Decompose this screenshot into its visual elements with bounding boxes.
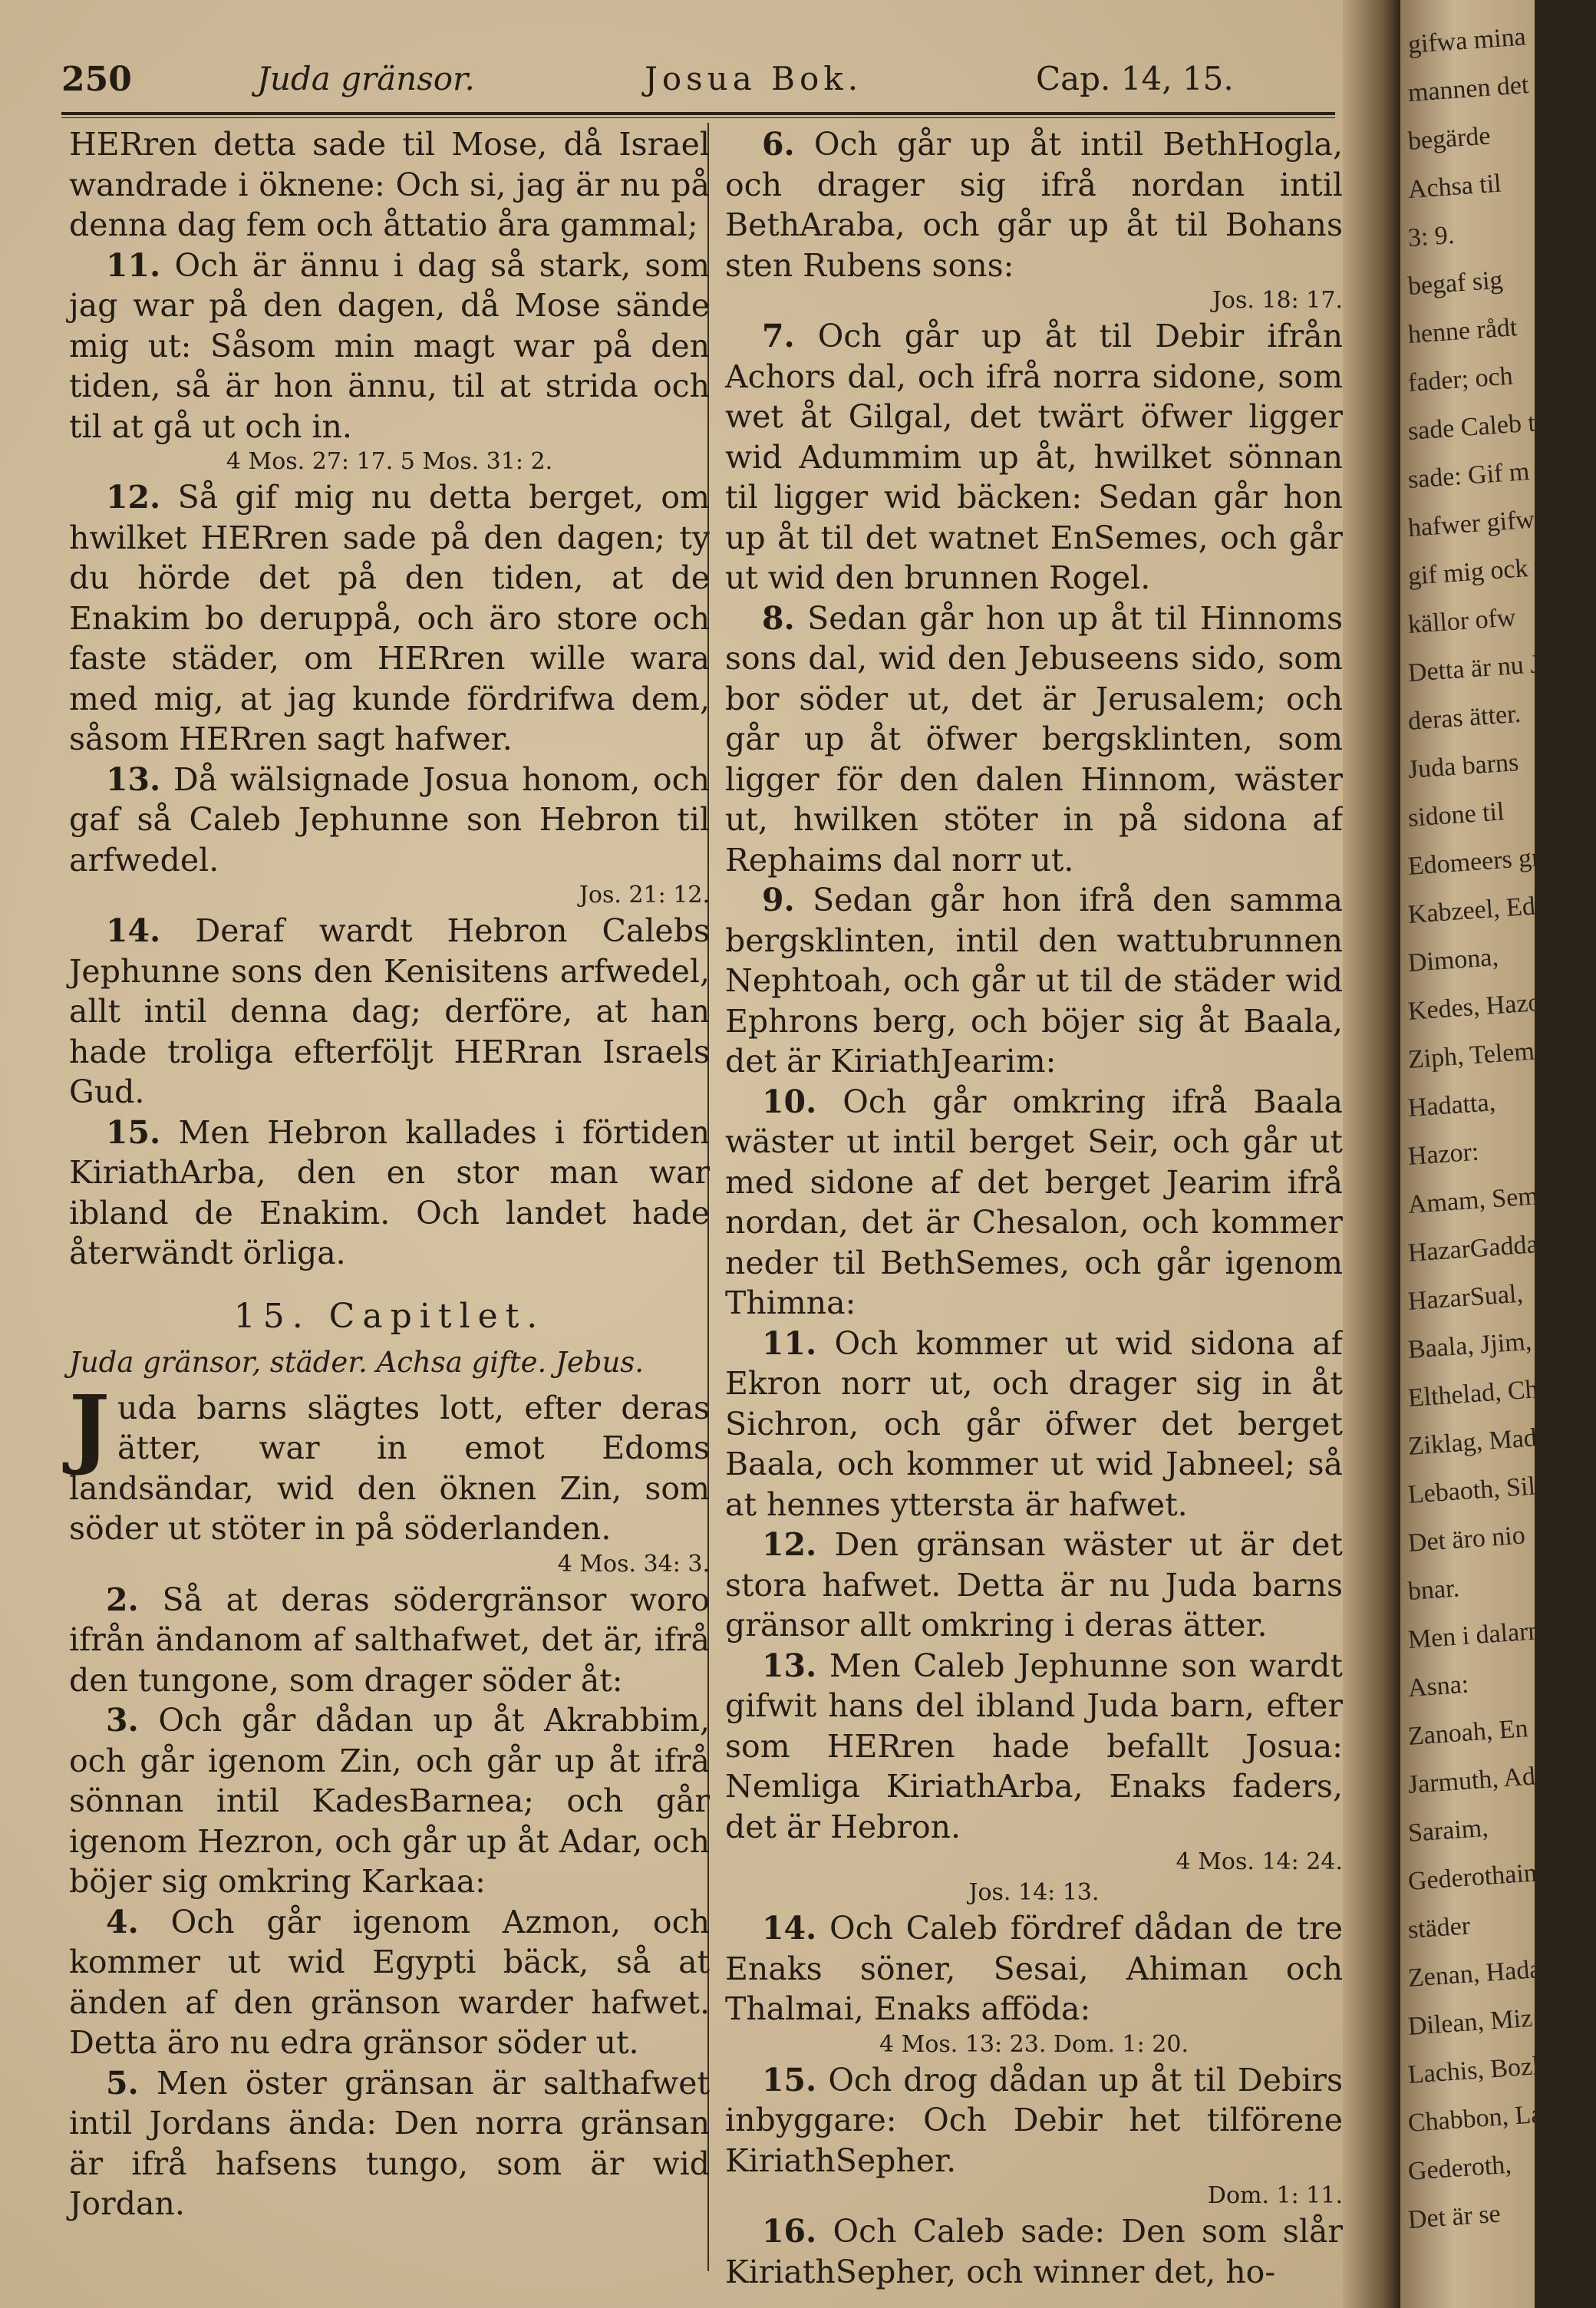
- verse-5: [69, 2063, 710, 2224]
- adjacent-page-line: Juda barns: [1406, 747, 1520, 784]
- cross-reference: 4 Mos. 14: 24.: [1176, 1848, 1343, 1875]
- adjacent-page-line: Ziph, Telem,: [1406, 1036, 1542, 1074]
- adjacent-page-line: Edomeers grä: [1406, 842, 1553, 881]
- adjacent-page-line: fader; och: [1406, 361, 1514, 397]
- adjacent-page-line: Detta är nu Jud: [1406, 648, 1568, 687]
- cross-reference: Jos. 14: 13.: [968, 1879, 1100, 1906]
- verse-number: 7.: [762, 318, 795, 354]
- adjacent-page-line: HazarGadda,: [1406, 1229, 1546, 1268]
- adjacent-page-line: Gederothaim: Det: [1406, 1854, 1596, 1896]
- verse-15: [725, 2060, 1343, 2181]
- adjacent-page-line: Asna:: [1406, 1670, 1470, 1703]
- page-header: [61, 60, 1335, 106]
- adjacent-page-line: gifwa mina: [1406, 22, 1527, 59]
- adjacent-page-line: sade: Gif m: [1406, 457, 1531, 494]
- adjacent-page-line: Dimona,: [1406, 942, 1500, 978]
- verse-text: Och Caleb fördref dådan de tre Enaks söner, Sesai, Ahiman och Thalmai, Enaks afföda:: [725, 1910, 1343, 2027]
- verse-7: [725, 316, 1343, 598]
- verse-text: Och är ännu i dag så stark, som jag war på den dagen, då Mose sände mig ut: Såsom min magt war på den tiden, så är hon ännu, til at strida och til at gå ut och in.: [69, 246, 710, 445]
- verse-number: 12.: [762, 1526, 817, 1563]
- verse-14: [725, 1908, 1343, 2029]
- left-column: [69, 124, 710, 2224]
- adjacent-page-line: Amam, Sema,: [1406, 1180, 1558, 1219]
- verse-text: Och går igenom Azmon, och kommer ut wid Egypti bäck, så at änden af den gränson warder hafwet. Detta äro nu edra gränsor söder ut.: [69, 1903, 710, 2061]
- adjacent-page-line: deras ätter.: [1406, 699, 1522, 736]
- verse-text: Och drog dådan up åt til Debirs inbyggare: Och Debir het tilförene KiriathSepher.: [725, 2061, 1343, 2179]
- verse-number: 6.: [762, 126, 795, 163]
- adjacent-page-line: 3: 9.: [1406, 220, 1456, 252]
- verse-continuation: HERren detta sade til Mose, då Israel wandrade i öknene: Och si, jag är nu på denna dag fem och åttatio åra gammal;: [69, 126, 710, 243]
- adjacent-page-line: begärde: [1406, 121, 1492, 156]
- verse-3: [69, 1700, 710, 1902]
- verse-text: Sedan går hon ifrå den samma bergsklinten, intil den wattubrunnen Nephtoah, och går ut til de städer wid Ephrons berg, och böjer sig åt Baala, det är KiriathJearim:: [725, 882, 1343, 1080]
- verse-number: 14.: [106, 912, 161, 949]
- cross-reference: Jos. 18: 17.: [1212, 287, 1343, 314]
- verse-text: Och Caleb sade: Den som slår KiriathSepher, och winner det, ho-: [725, 2213, 1343, 2290]
- verse-text: Då wälsignade Josua honom, och gaf så Caleb Jephunne son Hebron til arfwedel.: [69, 760, 710, 879]
- verse-13: [69, 760, 710, 881]
- verse-number: 8.: [762, 599, 795, 637]
- adjacent-page-line: källor ofw: [1406, 603, 1517, 639]
- verse-12: [69, 477, 710, 760]
- adjacent-page-line: Hazor:: [1406, 1137, 1480, 1171]
- adjacent-page-line: städer: [1406, 1911, 1472, 1944]
- adjacent-page-line: Saraim,: [1406, 1813, 1489, 1848]
- verse-number: 3.: [106, 1702, 139, 1739]
- adjacent-page-line: hafwer gifw: [1406, 505, 1536, 542]
- verse-12: [725, 1525, 1343, 1646]
- book-gutter: [1343, 0, 1400, 2308]
- verse-text: Men Hebron kallades i förtiden KiriathArba, den en stor man war ibland de Enakim. Och landet hade återwändt örliga.: [69, 1113, 710, 1271]
- adjacent-page-line: Kedes, Hazor,: [1406, 987, 1556, 1026]
- adjacent-page-line: Ziklag, Madma: [1406, 1421, 1570, 1461]
- verse-number: 15.: [106, 1113, 161, 1151]
- cross-reference: 4 Mos. 34: 3.: [557, 1550, 710, 1578]
- running-head-title: Josua Bok.: [645, 60, 863, 97]
- verse-15: [69, 1113, 710, 1274]
- verse-number: 13.: [106, 760, 161, 798]
- verse-13: [725, 1646, 1343, 1848]
- verse-number: 10.: [762, 1083, 817, 1120]
- adjacent-page-fragment: [1400, 0, 1596, 2308]
- verse-number: 16.: [762, 2213, 817, 2250]
- adjacent-page-line: Zanoah, En: [1406, 1714, 1529, 1751]
- adjacent-page-line: Elthelad, Chesi: [1406, 1373, 1568, 1413]
- adjacent-page-line: Chabbon, La: [1406, 2099, 1544, 2138]
- verse-number: 13.: [762, 1647, 817, 1684]
- page-number: 250: [61, 60, 132, 99]
- adjacent-page-line: Zenan, Hadas: [1406, 1954, 1552, 1993]
- verse-number: 11.: [762, 1324, 817, 1362]
- adjacent-page-line: Det är se: [1406, 2199, 1502, 2234]
- verse-6: [725, 124, 1343, 285]
- verse-number: 9.: [762, 882, 795, 918]
- verse-text: Så gif mig nu detta berget, om hwilket HERren sade på den dagen; ty du hörde det på den tiden, at de Enakim bo deruppå, och äro store och faste städer, om HERren wille wara med mig, at jag kunde fördrifwa dem, såsom HERren sagt hafwer.: [69, 479, 710, 757]
- adjacent-page-line: HazarSual,: [1406, 1279, 1524, 1316]
- verse-text: Och kommer ut wid sidona af Ekron norr ut, och drager sig in åt Sichron, och går öfwer det berget Baala, och kommer ut wid Jabneel; så at hennes yttersta är hafwet.: [725, 1324, 1343, 1523]
- verse-number: 11.: [106, 246, 161, 284]
- verse-text: Deraf wardt Hebron Calebs Jephunne sons den Kenisitens arfwedel, allt intil denna dag; derföre, at han hade troliga efterföljt HERran Israels Gud.: [69, 912, 710, 1110]
- verse-1: [69, 1377, 710, 1549]
- verse-number: 15.: [762, 2061, 817, 2099]
- verse-number: 4.: [106, 1903, 139, 1940]
- verse-10: [725, 1082, 1343, 1324]
- chapter-heading: 15. Capitlet.: [233, 1296, 546, 1336]
- adjacent-page-line: Men i dalarn: [1406, 1616, 1542, 1654]
- adjacent-page-line: Det äro nio: [1406, 1521, 1526, 1558]
- verse-text: uda barns slägtes lott, efter deras ätter, war in emot Edoms landsändar, wid den öknen Zin, som söder ut stöter in på söderlanden.: [69, 1389, 710, 1547]
- cross-reference: 4 Mos. 27: 17. 5 Mos. 31: 2.: [226, 448, 553, 475]
- verse-number: 14.: [762, 1910, 817, 1947]
- verse-text: Den gränsan wäster ut är det stora hafwet. Detta är nu Juda barns gränsor allt omkring i deras ätter.: [725, 1526, 1343, 1644]
- running-head-left: Juda gränsor.: [257, 60, 475, 97]
- verse-text: Och går omkring ifrå Baala wäster ut intil berget Seir, och går ut med sidone af det berget Jearim ifrå nordan, det är Chesalon, och kommer neder til BethSemes, och går igenom Thimna:: [725, 1083, 1343, 1321]
- cross-reference: Jos. 21: 12.: [579, 882, 710, 908]
- adjacent-page-line: Hadatta,: [1406, 1088, 1497, 1123]
- running-head-chapter: Cap. 14, 15.: [1036, 60, 1234, 97]
- adjacent-page-line: gif mig ock wat: [1406, 551, 1574, 591]
- verse-16: [725, 2211, 1343, 2292]
- adjacent-page-line: Achsa til: [1406, 169, 1502, 204]
- cross-reference: Dom. 1: 11.: [1207, 2182, 1343, 2209]
- adjacent-page-line: Kabzeel, Ed: [1406, 892, 1536, 929]
- cross-reference: 4 Mos. 13: 23. Dom. 1: 20.: [879, 2030, 1189, 2058]
- drop-cap: J: [69, 1377, 110, 1478]
- adjacent-page-line: Baala, Jjim,: [1406, 1327, 1533, 1364]
- verse-text: Men öster gränsan är salthafwet intil Jordans ända: Den norra gränsan är ifrå hafsens tungo, som är wid Jordan.: [69, 2064, 710, 2222]
- verse-text: Så at deras södergränsor woro ifrån ändanom af salthafwet, det är, ifrå den tungone, som drager söder åt:: [69, 1581, 710, 1699]
- verse-text: Och går up åt til Debir ifrån Achors dal, och ifrå norra sidone, som wet åt Gilgal, det twärt öfwer ligger wid Adummim up åt, hwilket sönnan til ligger wid bäcken: Sedan går hon up åt til det watnet EnSemes, och går ut wid den brunnen Rogel.: [725, 318, 1343, 596]
- verse-11: [69, 246, 710, 447]
- verse-number: 12.: [106, 479, 161, 516]
- right-column: [725, 124, 1343, 2292]
- adjacent-page-line: mannen det: [1406, 71, 1530, 107]
- adjacent-page-line: Jarmuth, Adu: [1406, 1761, 1550, 1799]
- adjacent-page-line: begaf sig: [1406, 265, 1504, 301]
- verse-4: [69, 1902, 710, 2063]
- adjacent-page-line: sidone til: [1406, 797, 1505, 833]
- verse-2: [69, 1580, 710, 1701]
- adjacent-page-line: bnar.: [1406, 1574, 1461, 1606]
- verse-14: [69, 911, 710, 1113]
- verse-8: [725, 598, 1343, 881]
- verse-number: 2.: [106, 1581, 139, 1618]
- verse-number: 5.: [106, 2064, 139, 2102]
- header-rule: [61, 112, 1335, 118]
- adjacent-page-line: Lachis, Bozk: [1406, 2051, 1547, 2089]
- verse-text: Men Caleb Jephunne son wardt gifwit hans del ibland Juda barn, efter som HERren hade befallt Josua: Nemliga KiriathArba, Enaks faders, det är Hebron.: [725, 1647, 1343, 1845]
- verse-9: [725, 880, 1343, 1082]
- adjacent-page-line: Dilean, Miz: [1406, 2003, 1534, 2041]
- verse-text: Och går dådan up åt Akrabbim, och går igenom Zin, och går up åt ifrå sönnan intil KadesBarnea; och går igenom Hezron, och går up åt Adar, och böjer sig omkring Karkaa:: [69, 1702, 710, 1900]
- adjacent-page-line: Gederoth,: [1406, 2150, 1512, 2186]
- verse-text: Och går up åt intil BethHogla, och drager sig ifrå nordan intil BethAraba, och går up åt til Bohans sten Rubens sons:: [725, 126, 1343, 284]
- adjacent-page-line: henne rådt: [1406, 313, 1519, 349]
- adjacent-page-line: sade Caleb til: [1406, 407, 1551, 446]
- verse-text: Sedan går hon up åt til Hinnoms sons dal, wid den Jebuseens sido, som bor söder ut, det är Jerusalem; och går up åt öfwer bergsklinten, som ligger för den dalen Hinnom, wäster ut, hwilken stöter in på sidona af Rephaims dal norr ut.: [725, 599, 1343, 879]
- verse-11: [725, 1324, 1343, 1525]
- adjacent-page-line: Lebaoth, Silhi: [1406, 1470, 1557, 1509]
- chapter-summary: Juda gränsor, städer. Achsa gifte. Jebus.: [69, 1346, 645, 1379]
